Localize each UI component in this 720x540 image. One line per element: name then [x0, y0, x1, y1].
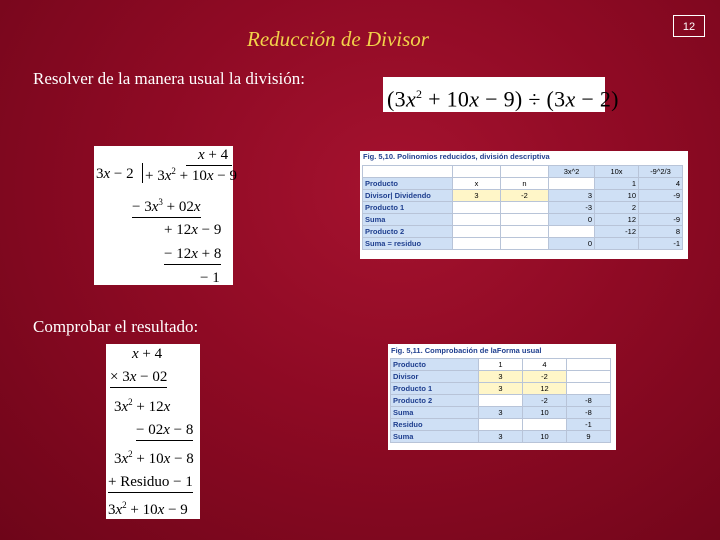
table-cell: n: [501, 178, 549, 190]
table-cell: 3: [453, 190, 501, 202]
row-label: Residuo: [391, 419, 479, 431]
table-cell: -1: [567, 419, 611, 431]
multiplication-check-figure: x + 4 × 3x − 02 $3x^2 + 12x$ − 02x − 8 $3x^2 + 10x - 8$ + Residuo − 1 $3x^2 + 10x - 9$: [106, 344, 200, 519]
table-cell: 3: [479, 371, 523, 383]
header-cell: 3x^2: [549, 166, 595, 178]
table-cell: [567, 371, 611, 383]
table-cell: 12: [523, 383, 567, 395]
division-table-title: Fig. 5,10. Polinomios reducidos, división descriptiva: [363, 152, 550, 161]
check-table-title: Fig. 5,11. Comprobación de laForma usual: [391, 346, 542, 355]
table-row: [391, 359, 611, 371]
table-cell: -3: [549, 202, 595, 214]
row-label: Divisor: [391, 371, 479, 383]
check-text: Comprobar el resultado:: [33, 317, 199, 336]
division-table: [362, 165, 683, 250]
table-cell: -9: [639, 190, 683, 202]
row-label: Producto 2: [363, 226, 453, 238]
table-cell: [549, 226, 595, 238]
table-cell: 4: [523, 359, 567, 371]
row-label: Producto 1: [363, 202, 453, 214]
slide-title: Reducción de Divisor: [247, 27, 429, 51]
table-row: [363, 214, 683, 226]
slide-number: 12: [673, 15, 705, 37]
table-row: [363, 178, 683, 190]
table-cell: 3: [479, 383, 523, 395]
check-spreadsheet: [388, 344, 616, 450]
row-label: Divisor| Dividendo: [363, 190, 453, 202]
table-cell: [501, 226, 549, 238]
table-cell: [453, 226, 501, 238]
table-row: [363, 226, 683, 238]
table-cell: [595, 238, 639, 250]
table-cell: 10: [523, 431, 567, 443]
table-cell: [639, 202, 683, 214]
table-cell: [501, 238, 549, 250]
table-cell: 10: [523, 407, 567, 419]
row-label: Suma = residuo: [363, 238, 453, 250]
row-label: Producto: [391, 359, 479, 371]
table-cell: 3: [479, 431, 523, 443]
row-label: Suma: [391, 407, 479, 419]
table-cell: x: [453, 178, 501, 190]
table-cell: 12: [595, 214, 639, 226]
row-label: Producto: [363, 178, 453, 190]
row-label: Producto 2: [391, 395, 479, 407]
table-cell: 3: [549, 190, 595, 202]
table-cell: [523, 419, 567, 431]
long-division-figure: x + 4 3x − 2 + $3x^2 + 10x - 9$ − $3x^3 + 02x$ + 12x − 9 − 12x + 8 − 1: [96, 147, 237, 286]
table-cell: [479, 419, 523, 431]
table-cell: 1: [595, 178, 639, 190]
table-cell: [453, 238, 501, 250]
table-row: [391, 431, 611, 443]
table-cell: -2: [501, 190, 549, 202]
table-row: [391, 383, 611, 395]
table-cell: 0: [549, 238, 595, 250]
header-cell: -9^2/3: [639, 166, 683, 178]
table-cell: 8: [639, 226, 683, 238]
table-cell: 4: [639, 178, 683, 190]
table-cell: 9: [567, 431, 611, 443]
table-cell: [453, 202, 501, 214]
table-cell: [501, 202, 549, 214]
table-cell: -9: [639, 214, 683, 226]
table-cell: 0: [549, 214, 595, 226]
table-cell: 1: [479, 359, 523, 371]
division-spreadsheet: [360, 151, 688, 259]
table-row: [363, 202, 683, 214]
table-cell: -2: [523, 371, 567, 383]
table-header-row: [363, 166, 683, 178]
header-cell: 10x: [595, 166, 639, 178]
header-cell: [363, 166, 453, 178]
table-cell: -8: [567, 407, 611, 419]
table-cell: [479, 395, 523, 407]
table-cell: 10: [595, 190, 639, 202]
row-label: Producto 1: [391, 383, 479, 395]
row-label: Suma: [363, 214, 453, 226]
table-cell: -1: [639, 238, 683, 250]
table-cell: [501, 214, 549, 226]
table-row: [363, 238, 683, 250]
table-cell: [567, 383, 611, 395]
header-cell: [453, 166, 501, 178]
division-equation: $(3x^2 + 10x - 9) \div (3x - 2)$: [383, 77, 605, 112]
table-cell: -2: [523, 395, 567, 407]
table-cell: 2: [595, 202, 639, 214]
table-row: [391, 407, 611, 419]
header-cell: [501, 166, 549, 178]
table-cell: 3: [479, 407, 523, 419]
table-cell: [567, 359, 611, 371]
table-cell: [549, 178, 595, 190]
intro-text: Resolver de la manera usual la división:: [33, 69, 305, 88]
table-row: [391, 419, 611, 431]
table-cell: -8: [567, 395, 611, 407]
table-cell: -12: [595, 226, 639, 238]
table-row: [363, 190, 683, 202]
row-label: Suma: [391, 431, 479, 443]
table-cell: [453, 214, 501, 226]
check-table: [390, 358, 611, 443]
table-row: [391, 395, 611, 407]
table-row: [391, 371, 611, 383]
